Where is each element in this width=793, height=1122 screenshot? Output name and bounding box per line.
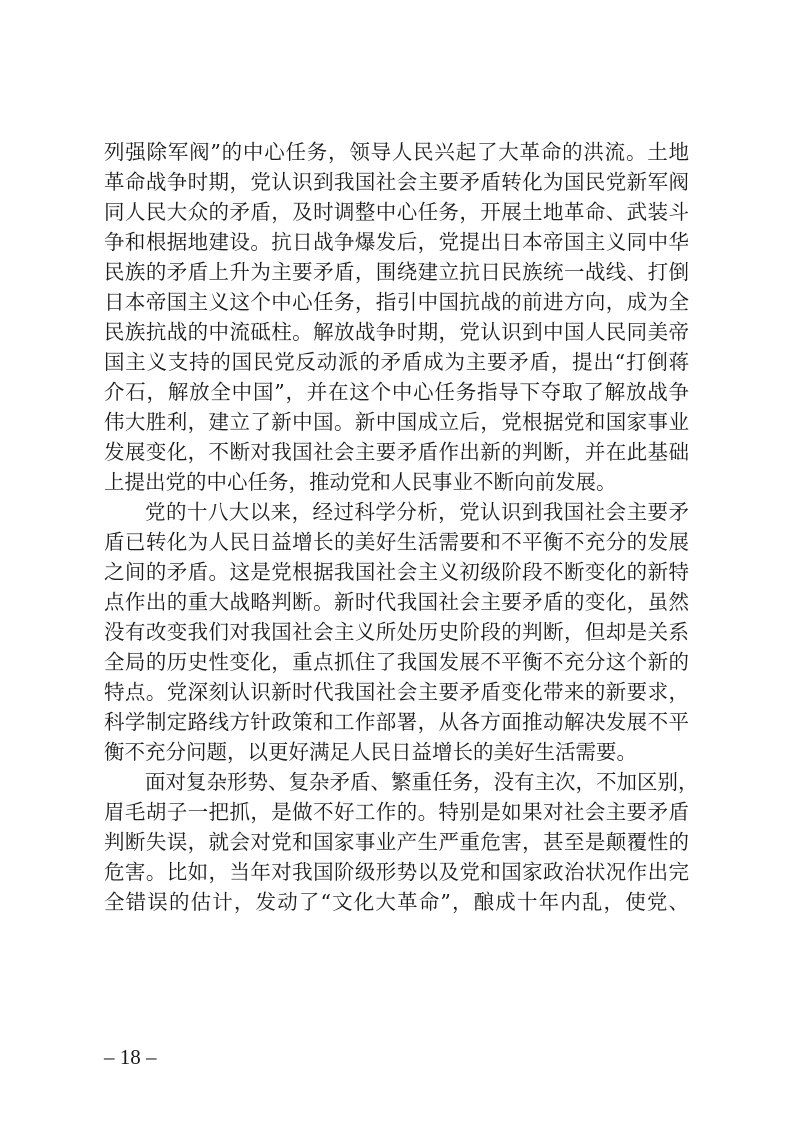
- text-line: 全错误的估计，发动了“文化大革命”，酿成十年内乱，使党、: [104, 890, 689, 914]
- text-line: 党的十八大以来，经过科学分析，党认识到我国社会主要矛: [145, 500, 689, 524]
- text-line: 眉毛胡子一把抓，是做不好工作的。特别是如果对社会主要矛盾: [104, 800, 689, 824]
- text-line: 点作出的重大战略判断。新时代我国社会主要矛盾的变化，虽然: [104, 590, 689, 614]
- page-number: – 18 –: [104, 1045, 157, 1069]
- body-text: [104, 137, 699, 917]
- text-line: 伟大胜利，建立了新中国。新中国成立后，党根据党和国家事业: [104, 410, 689, 434]
- text-line: 民族抗战的中流砥柱。解放战争时期，党认识到中国人民同美帝: [104, 320, 689, 344]
- text-line: 面对复杂形势、复杂矛盾、繁重任务，没有主次，不加区别，: [145, 770, 699, 794]
- text-line: 介石，解放全中国”，并在这个中心任务指导下夺取了解放战争: [104, 380, 689, 404]
- text-line: 之间的矛盾。这是党根据我国社会主义初级阶段不断变化的新特: [104, 560, 689, 584]
- text-line: 判断失误，就会对党和国家事业产生严重危害，甚至是颠覆性的: [104, 830, 689, 854]
- text-line: 列强除军阀”的中心任务，领导人民兴起了大革命的洪流。土地: [104, 140, 689, 164]
- text-line: 争和根据地建设。抗日战争爆发后，党提出日本帝国主义同中华: [104, 230, 689, 254]
- text-line: 特点。党深刻认识新时代我国社会主要矛盾变化带来的新要求，: [104, 680, 689, 704]
- text-line: 同人民大众的矛盾，及时调整中心任务，开展土地革命、武装斗: [104, 200, 689, 224]
- text-line: 民族的矛盾上升为主要矛盾，围绕建立抗日民族统一战线、打倒: [104, 260, 689, 284]
- text-line: 发展变化，不断对我国社会主要矛盾作出新的判断，并在此基础: [104, 440, 689, 464]
- text-line: 衡不充分问题，以更好满足人民日益增长的美好生活需要。: [104, 740, 637, 764]
- text-line: 危害。比如，当年对我国阶级形势以及党和国家政治状况作出完: [104, 860, 689, 884]
- text-line: 上提出党的中心任务，推动党和人民事业不断向前发展。: [104, 470, 617, 494]
- text-line: 日本帝国主义这个中心任务，指引中国抗战的前进方向，成为全: [104, 290, 689, 314]
- text-line: 科学制定路线方针政策和工作部署，从各方面推动解决发展不平: [104, 710, 689, 734]
- text-line: 盾已转化为人民日益增长的美好生活需要和不平衡不充分的发展: [104, 530, 689, 554]
- text-line: 国主义支持的国民党反动派的矛盾成为主要矛盾，提出“打倒蒋: [104, 350, 689, 374]
- text-line: 革命战争时期，党认识到我国社会主要矛盾转化为国民党新军阀: [104, 170, 689, 194]
- text-line: 没有改变我们对我国社会主义所处历史阶段的判断，但却是关系: [104, 620, 689, 644]
- text-line: 全局的历史性变化，重点抓住了我国发展不平衡不充分这个新的: [104, 650, 689, 674]
